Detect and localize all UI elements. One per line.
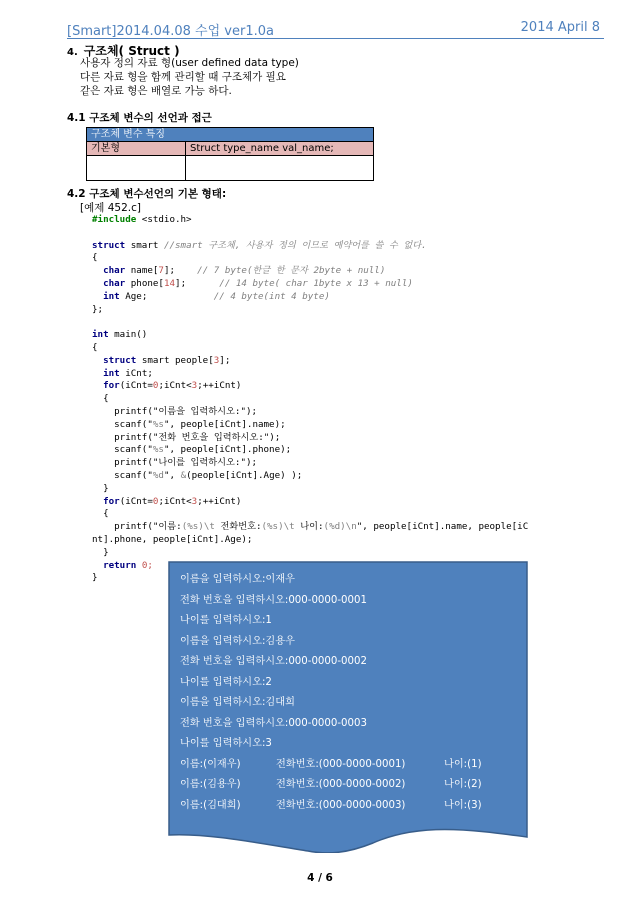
table-syntax-cell: Struct type_name val_name; xyxy=(186,142,374,156)
result-phone: 전화번호:(000-0000-0003) xyxy=(276,799,406,811)
console-output-panel xyxy=(168,561,528,853)
intro-line: 다른 자료 형을 함께 관리할 때 구조체가 필요 xyxy=(80,71,286,83)
console-line: 이름을 입력하시오:이재우 xyxy=(180,574,295,585)
result-name: 이름:(김용우) xyxy=(180,779,241,790)
result-age: 나이:(3) xyxy=(444,799,482,811)
example-label: [예제 452.c] xyxy=(80,202,141,214)
result-age: 나이:(2) xyxy=(444,779,482,790)
console-line: 나이를 입력하시오:1 xyxy=(180,615,272,626)
table-header-cell: 구조체 변수 특징 xyxy=(87,128,374,142)
console-line: 전화 번호을 입력하시오:000-0000-0001 xyxy=(180,594,367,606)
table-row xyxy=(87,142,374,156)
header-date: 2014 April 8 xyxy=(520,20,600,35)
header-title: [Smart]2014.04.08 수업 ver1.0a xyxy=(67,24,274,39)
result-name: 이름:(김대희) xyxy=(180,799,241,811)
page-number: 4 / 6 xyxy=(307,872,333,884)
section-4-title: 구조체( Struct ) xyxy=(83,44,180,58)
result-phone: 전화번호:(000-0000-0002) xyxy=(276,779,406,790)
result-name: 이름:(이재우) xyxy=(180,758,241,770)
section-4-number: 4. xyxy=(67,47,78,58)
section-4-2-heading: 4.2 구조체 변수선언의 기본 형태: xyxy=(67,188,227,200)
result-phone: 전화번호:(000-0000-0001) xyxy=(276,758,406,770)
console-line: 이름을 입력하시오:김대희 xyxy=(180,697,295,708)
table-header-row xyxy=(87,128,374,142)
struct-feature-table xyxy=(86,127,374,181)
console-line: 이름을 입력하시오:김용우 xyxy=(180,635,295,647)
console-line: 나이를 입력하시오:2 xyxy=(180,676,272,688)
header-divider xyxy=(67,38,604,39)
console-result-line xyxy=(180,755,482,776)
intro-line: 사용자 정의 자료 형(user defined data type) xyxy=(80,57,299,69)
console-lines xyxy=(180,570,482,816)
section-4-intro xyxy=(80,56,299,98)
section-4-1-heading: 4.1 구조체 변수의 선언과 접근 xyxy=(67,112,212,124)
table-label-cell: 기본형 xyxy=(87,142,186,156)
code-listing: #include <stdio.h> struct smart //smart 구조체, 사용자 정의 이므로 예약어를 쓸 수 없다. { char name[7]; // 7 byte(한글 한 문자 2byte + null) char phone[14]; // 14 byte( char 1byte x 13 + null) int Age; // 4 byte(int 4 byte) }; int main() { struct smart people[3]; int iCnt; for(iCnt=0;iCnt<3;++iCnt) { printf("이름을 입력하시오:"); scanf("%s", people[iCnt].name); printf("전화 번호을 입력하시오:"); scanf("%s", people[iCnt].phone); printf("나이를 입력하시오:"); scanf("%d", &(people[iCnt].Age) ); } for(iCnt=0;iCnt<3;++iCnt) { printf("이름:(%s)\t 전화번호:(%s)\t 나이:(%d)\n", people[iCnt].name, people[iC nt].phone, people[iCnt].Age); } return 0; } xyxy=(92,214,529,584)
console-line: 나이를 입력하시오:3 xyxy=(180,738,272,749)
console-result-line xyxy=(180,775,482,796)
table-empty-cell xyxy=(186,156,374,181)
table-empty-cell xyxy=(87,156,186,181)
console-line: 전화 번호을 입력하시오:000-0000-0002 xyxy=(180,656,367,667)
table-row xyxy=(87,156,374,181)
intro-line: 같은 자료 형은 배열로 가능 하다. xyxy=(80,85,232,97)
console-line: 전화 번호을 입력하시오:000-0000-0003 xyxy=(180,717,367,729)
console-result-line xyxy=(180,796,482,817)
result-age: 나이:(1) xyxy=(444,758,482,770)
